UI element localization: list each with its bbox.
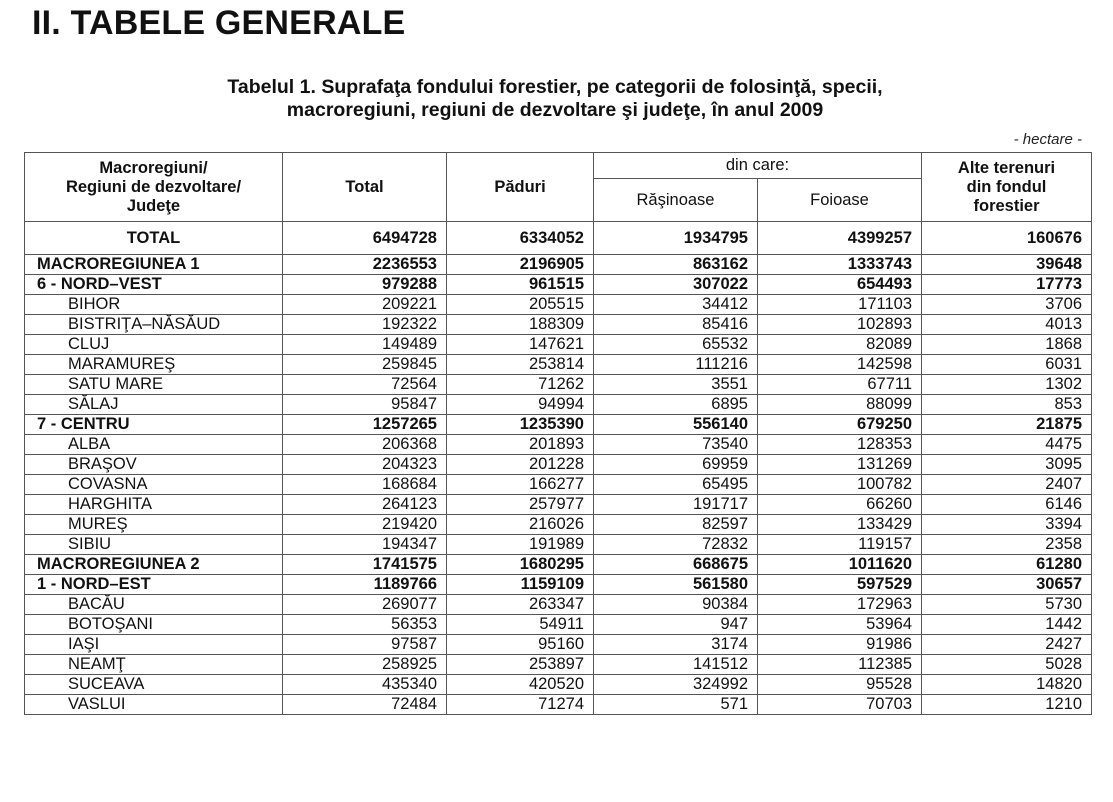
cell-paduri: 253897 — [447, 655, 594, 675]
cell-total: 1741575 — [283, 555, 447, 575]
cell-paduri: 1235390 — [447, 415, 594, 435]
row-name: 7 - CENTRU — [25, 415, 283, 435]
cell-total: 56353 — [283, 615, 447, 635]
cell-paduri: 54911 — [447, 615, 594, 635]
header-region-line-3: Judeţe — [126, 196, 181, 215]
cell-foioase: 1011620 — [758, 555, 922, 575]
cell-foioase: 142598 — [758, 355, 922, 375]
cell-paduri: 2196905 — [447, 255, 594, 275]
cell-alte: 3095 — [922, 455, 1092, 475]
cell-paduri: 263347 — [447, 595, 594, 615]
cell-rasinoase: 65532 — [594, 335, 758, 355]
cell-foioase: 131269 — [758, 455, 922, 475]
cell-rasinoase: 73540 — [594, 435, 758, 455]
cell-foioase: 4399257 — [758, 222, 922, 255]
cell-alte: 61280 — [922, 555, 1092, 575]
table-row — [25, 655, 1092, 675]
cell-paduri: 94994 — [447, 395, 594, 415]
cell-alte: 21875 — [922, 415, 1092, 435]
cell-alte: 6146 — [922, 495, 1092, 515]
header-alte-line-1: Alte terenuri — [957, 158, 1056, 177]
table-row — [25, 455, 1092, 475]
unit-note: - hectare - — [1013, 131, 1082, 148]
cell-alte: 1868 — [922, 335, 1092, 355]
row-name: MUREŞ — [25, 515, 283, 535]
cell-alte: 5028 — [922, 655, 1092, 675]
cell-rasinoase: 1934795 — [594, 222, 758, 255]
cell-alte: 1302 — [922, 375, 1092, 395]
cell-foioase: 66260 — [758, 495, 922, 515]
header-region-line-2: Regiuni de dezvoltare/ — [65, 177, 242, 196]
table-row — [25, 675, 1092, 695]
cell-total: 209221 — [283, 295, 447, 315]
cell-rasinoase: 111216 — [594, 355, 758, 375]
cell-alte: 1442 — [922, 615, 1092, 635]
cell-total: 72564 — [283, 375, 447, 395]
row-name: IAŞI — [25, 635, 283, 655]
cell-alte: 3706 — [922, 295, 1092, 315]
cell-total: 149489 — [283, 335, 447, 355]
cell-total: 194347 — [283, 535, 447, 555]
table-row — [25, 295, 1092, 315]
cell-rasinoase: 3551 — [594, 375, 758, 395]
cell-paduri: 216026 — [447, 515, 594, 535]
cell-total: 204323 — [283, 455, 447, 475]
row-name: ALBA — [25, 435, 283, 455]
cell-paduri: 205515 — [447, 295, 594, 315]
row-name: BRAŞOV — [25, 455, 283, 475]
cell-alte: 14820 — [922, 675, 1092, 695]
row-name: COVASNA — [25, 475, 283, 495]
cell-foioase: 53964 — [758, 615, 922, 635]
cell-alte: 6031 — [922, 355, 1092, 375]
cell-rasinoase: 72832 — [594, 535, 758, 555]
cell-rasinoase: 307022 — [594, 275, 758, 295]
cell-foioase: 172963 — [758, 595, 922, 615]
header-rasinoase: Răşinoase — [594, 179, 758, 222]
cell-rasinoase: 85416 — [594, 315, 758, 335]
cell-rasinoase: 947 — [594, 615, 758, 635]
row-name: SUCEAVA — [25, 675, 283, 695]
table-caption-line-1: Tabelul 1. Suprafaţa fondului forestier, pe categorii de folosinţă, specii, — [227, 76, 883, 98]
cell-paduri: 166277 — [447, 475, 594, 495]
table-row — [25, 615, 1092, 635]
table-row — [25, 555, 1092, 575]
cell-foioase: 70703 — [758, 695, 922, 715]
header-alte-line-3: forestier — [973, 196, 1040, 215]
cell-foioase: 128353 — [758, 435, 922, 455]
table-row — [25, 335, 1092, 355]
cell-total: 206368 — [283, 435, 447, 455]
cell-rasinoase: 90384 — [594, 595, 758, 615]
table-caption — [100, 76, 1010, 122]
row-name: BIHOR — [25, 295, 283, 315]
cell-alte: 17773 — [922, 275, 1092, 295]
cell-foioase: 119157 — [758, 535, 922, 555]
cell-total: 269077 — [283, 595, 447, 615]
cell-total: 1257265 — [283, 415, 447, 435]
cell-paduri: 201228 — [447, 455, 594, 475]
table-row — [25, 375, 1092, 395]
table-row — [25, 395, 1092, 415]
cell-alte: 30657 — [922, 575, 1092, 595]
row-name: 6 - NORD–VEST — [25, 275, 283, 295]
cell-rasinoase: 556140 — [594, 415, 758, 435]
cell-rasinoase: 571 — [594, 695, 758, 715]
table-row — [25, 515, 1092, 535]
table-row — [25, 415, 1092, 435]
header-region — [25, 153, 283, 222]
table-row — [25, 255, 1092, 275]
cell-total: 6494728 — [283, 222, 447, 255]
row-name: VASLUI — [25, 695, 283, 715]
cell-paduri: 257977 — [447, 495, 594, 515]
cell-total: 259845 — [283, 355, 447, 375]
cell-alte: 2427 — [922, 635, 1092, 655]
cell-total: 2236553 — [283, 255, 447, 275]
row-name: SĂLAJ — [25, 395, 283, 415]
table-row — [25, 635, 1092, 655]
row-name: BOTOŞANI — [25, 615, 283, 635]
cell-rasinoase: 3174 — [594, 635, 758, 655]
cell-total: 95847 — [283, 395, 447, 415]
row-name: MACROREGIUNEA 2 — [25, 555, 283, 575]
row-name: 1 - NORD–EST — [25, 575, 283, 595]
cell-rasinoase: 191717 — [594, 495, 758, 515]
header-total: Total — [283, 153, 447, 222]
cell-alte: 1210 — [922, 695, 1092, 715]
cell-rasinoase: 65495 — [594, 475, 758, 495]
cell-total: 264123 — [283, 495, 447, 515]
cell-total: 97587 — [283, 635, 447, 655]
cell-paduri: 71274 — [447, 695, 594, 715]
cell-total: 258925 — [283, 655, 447, 675]
row-name: TOTAL — [25, 222, 283, 255]
cell-alte: 2358 — [922, 535, 1092, 555]
cell-total: 72484 — [283, 695, 447, 715]
cell-foioase: 654493 — [758, 275, 922, 295]
forest-fund-table — [24, 152, 1092, 715]
cell-total: 1189766 — [283, 575, 447, 595]
cell-rasinoase: 69959 — [594, 455, 758, 475]
cell-rasinoase: 34412 — [594, 295, 758, 315]
table-row — [25, 475, 1092, 495]
cell-alte: 853 — [922, 395, 1092, 415]
row-name: MACROREGIUNEA 1 — [25, 255, 283, 275]
cell-foioase: 88099 — [758, 395, 922, 415]
row-name: SATU MARE — [25, 375, 283, 395]
cell-total: 435340 — [283, 675, 447, 695]
cell-paduri: 188309 — [447, 315, 594, 335]
header-din-care: din care: — [594, 153, 922, 179]
table-body — [25, 222, 1092, 715]
cell-foioase: 67711 — [758, 375, 922, 395]
cell-paduri: 420520 — [447, 675, 594, 695]
cell-paduri: 191989 — [447, 535, 594, 555]
row-name: HARGHITA — [25, 495, 283, 515]
header-alte-line-2: din fondul — [966, 177, 1047, 196]
cell-paduri: 1159109 — [447, 575, 594, 595]
row-name: CLUJ — [25, 335, 283, 355]
table-row — [25, 595, 1092, 615]
cell-rasinoase: 6895 — [594, 395, 758, 415]
cell-foioase: 597529 — [758, 575, 922, 595]
cell-foioase: 112385 — [758, 655, 922, 675]
cell-alte: 160676 — [922, 222, 1092, 255]
cell-foioase: 91986 — [758, 635, 922, 655]
cell-paduri: 71262 — [447, 375, 594, 395]
cell-total: 219420 — [283, 515, 447, 535]
table-row — [25, 695, 1092, 715]
cell-foioase: 133429 — [758, 515, 922, 535]
table-row — [25, 435, 1092, 455]
cell-alte: 2407 — [922, 475, 1092, 495]
cell-paduri: 961515 — [447, 275, 594, 295]
cell-rasinoase: 863162 — [594, 255, 758, 275]
table-row — [25, 222, 1092, 255]
cell-paduri: 147621 — [447, 335, 594, 355]
cell-rasinoase: 141512 — [594, 655, 758, 675]
row-name: BACĂU — [25, 595, 283, 615]
table-row — [25, 495, 1092, 515]
cell-alte: 5730 — [922, 595, 1092, 615]
cell-total: 979288 — [283, 275, 447, 295]
cell-paduri: 1680295 — [447, 555, 594, 575]
row-name: BISTRIŢA–NĂSĂUD — [25, 315, 283, 335]
cell-rasinoase: 561580 — [594, 575, 758, 595]
cell-paduri: 201893 — [447, 435, 594, 455]
cell-foioase: 82089 — [758, 335, 922, 355]
cell-rasinoase: 324992 — [594, 675, 758, 695]
section-title: II. TABELE GENERALE — [32, 4, 406, 42]
header-foioase: Foioase — [758, 179, 922, 222]
cell-foioase: 95528 — [758, 675, 922, 695]
cell-paduri: 253814 — [447, 355, 594, 375]
header-alte-terenuri — [922, 153, 1092, 222]
cell-paduri: 6334052 — [447, 222, 594, 255]
cell-total: 192322 — [283, 315, 447, 335]
cell-alte: 4013 — [922, 315, 1092, 335]
table-row — [25, 315, 1092, 335]
cell-rasinoase: 82597 — [594, 515, 758, 535]
cell-rasinoase: 668675 — [594, 555, 758, 575]
cell-foioase: 171103 — [758, 295, 922, 315]
cell-foioase: 679250 — [758, 415, 922, 435]
cell-paduri: 95160 — [447, 635, 594, 655]
cell-foioase: 102893 — [758, 315, 922, 335]
cell-foioase: 1333743 — [758, 255, 922, 275]
header-paduri: Păduri — [447, 153, 594, 222]
cell-alte: 4475 — [922, 435, 1092, 455]
row-name: NEAMŢ — [25, 655, 283, 675]
table-row — [25, 275, 1092, 295]
table-caption-line-2: macroregiuni, regiuni de dezvoltare şi judeţe, în anul 2009 — [286, 99, 824, 121]
cell-alte: 3394 — [922, 515, 1092, 535]
table-row — [25, 355, 1092, 375]
row-name: MARAMUREŞ — [25, 355, 283, 375]
cell-total: 168684 — [283, 475, 447, 495]
table-row — [25, 535, 1092, 555]
header-region-line-1: Macroregiuni/ — [99, 158, 208, 177]
table-row — [25, 575, 1092, 595]
row-name: SIBIU — [25, 535, 283, 555]
cell-alte: 39648 — [922, 255, 1092, 275]
table-header — [25, 153, 1092, 222]
cell-foioase: 100782 — [758, 475, 922, 495]
